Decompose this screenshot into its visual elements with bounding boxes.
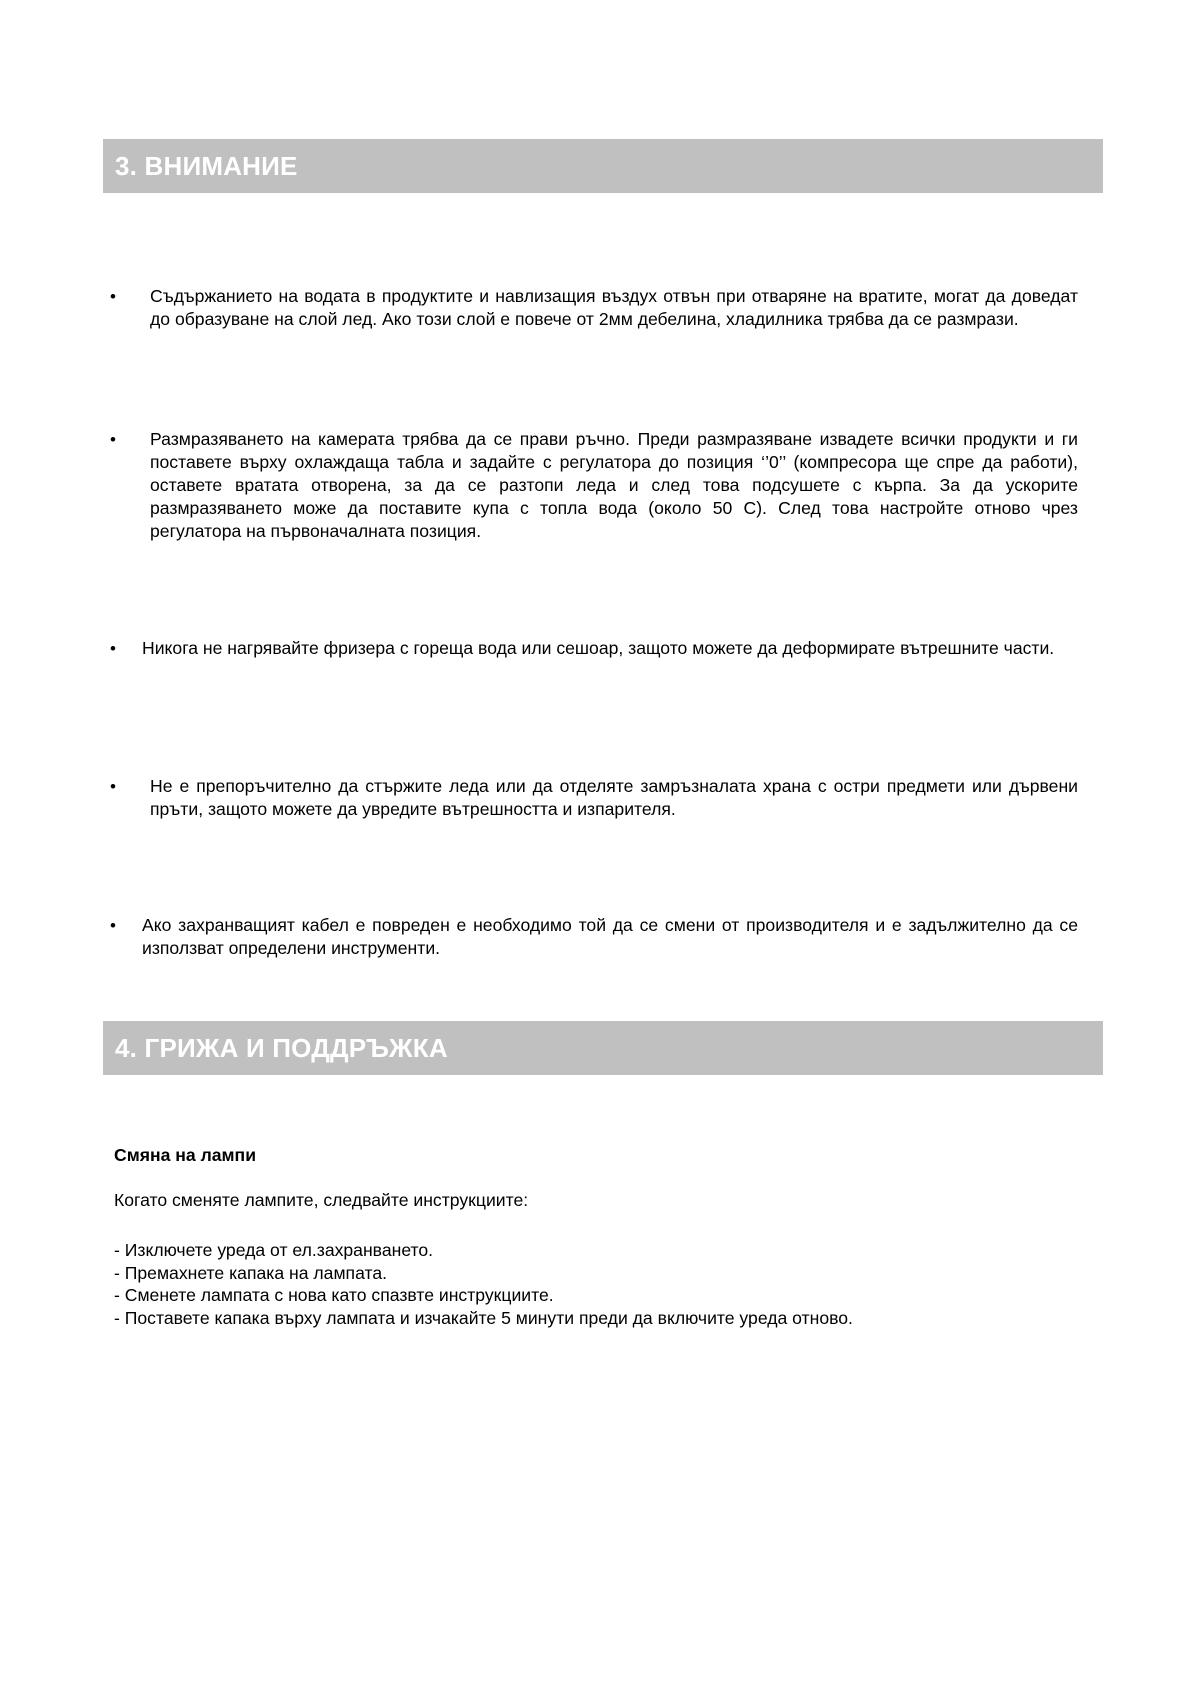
warning-text: Ако захранващият кабел е повреден е необходимо той да се смени от производителя и е задължително да се използват определени инструменти.	[142, 915, 1078, 958]
section-header-warning	[103, 139, 1103, 193]
warning-text: Не е препоръчително да стържите леда или да отделяте замръзналата храна с остри предмети или дървени пръти, защото можете да увредите вътрешността и изпарителя.	[150, 776, 1078, 819]
warning-text: Съдържанието на водата в продуктите и навлизащия въздух отвън при отваряне на вратите, могат да доведат до образуване на слой лед. Ако този слой е повече от 2мм дебелина, хладилника трябва да се размрази.	[150, 286, 1078, 329]
warning-item	[110, 428, 1078, 543]
bullet-icon: •	[110, 777, 116, 796]
step-item: - Поставете капака върху лампата и изчакайте 5 минути преди да включите уреда отново.	[114, 1307, 853, 1328]
lamp-replacement-intro: Когато сменяте лампите, следвайте инструкциите:	[114, 1190, 529, 1210]
warning-text: Никога не нагрявайте фризера с гореща вода или сешоар, защото можете да деформирате вътрешните части.	[142, 638, 1055, 658]
warning-item	[110, 914, 1078, 960]
step-item: - Сменете лампата с нова като спазвте инструкциите.	[114, 1285, 554, 1305]
warning-item	[110, 637, 1078, 660]
warning-item	[110, 285, 1078, 331]
bullet-icon: •	[110, 916, 116, 935]
section-header-care	[103, 1021, 1103, 1075]
lamp-replacement-steps	[114, 1239, 853, 1329]
bullet-icon: •	[110, 639, 116, 658]
warning-item	[110, 775, 1078, 821]
bullet-icon: •	[110, 287, 116, 306]
section-title: 4. ГРИЖА И ПОДДРЪЖКА	[115, 1032, 448, 1063]
lamp-replacement-title: Смяна на лампи	[114, 1145, 257, 1165]
bullet-icon: •	[110, 430, 116, 449]
section-title: 3. ВНИМАНИЕ	[115, 150, 298, 181]
step-item: - Изключете уреда от ел.захранването.	[114, 1240, 434, 1260]
step-item: - Премахнете капака на лампата.	[114, 1262, 388, 1283]
warning-text: Размразяването на камерата трябва да се прави ръчно. Преди размразяване извадете всички продукти и ги поставете върху охлаждаща табла и задайте с регулатора до позиция ‘’0’’ (компресора ще спре да работи), оставете вратата отворена, за да се разтопи леда и след това подсушете с кърпа. За да ускорите размразяването може да поставите купа с топла вода (около 50 С). След това настройте отново чрез регулатора на първоначалната позиция.	[150, 429, 1078, 541]
